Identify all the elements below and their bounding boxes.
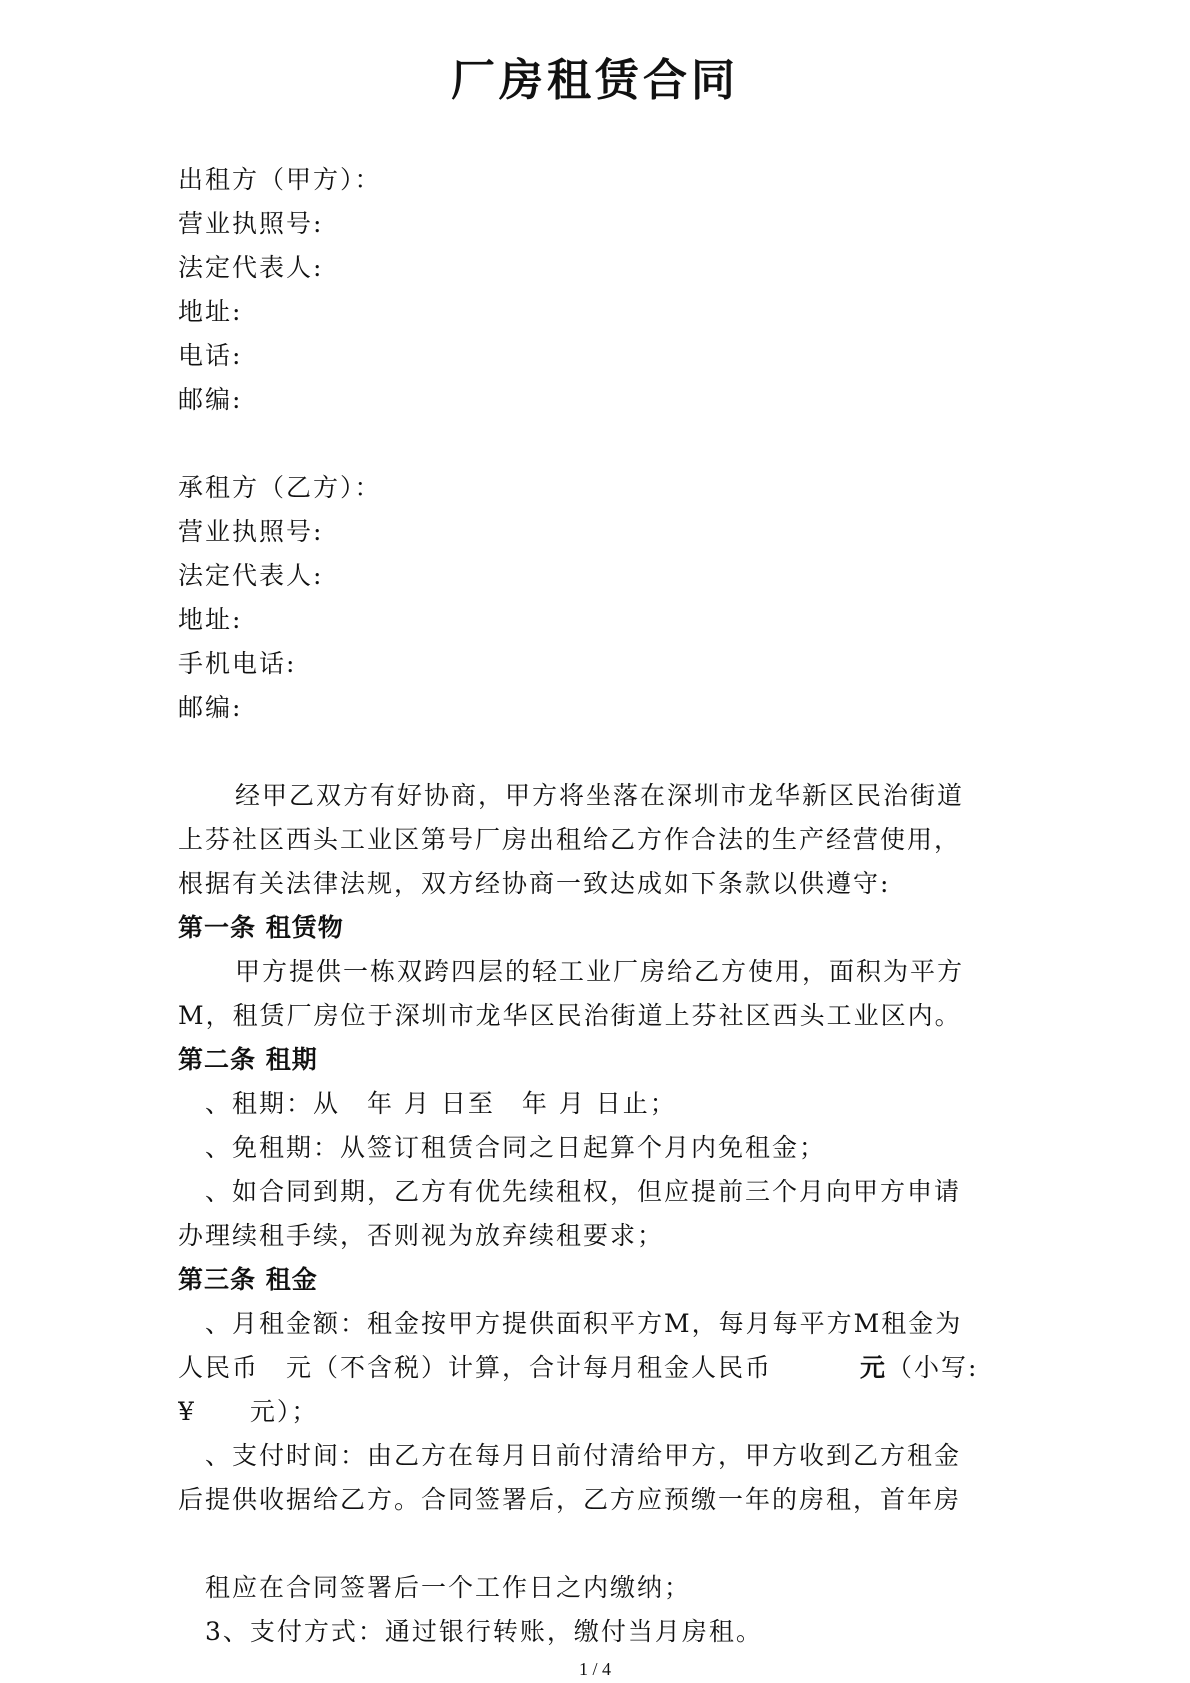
article-1-line-2: M，租赁厂房位于深圳市龙华区民治街道上芬社区西头工业区内。 bbox=[178, 1001, 962, 1030]
article-2-item-3-line-2: 办理续租手续，否则视为放弃续租要求； bbox=[178, 1221, 665, 1250]
lessee-postcode-label: 邮编: bbox=[178, 693, 243, 722]
article-3-item-1-line-1: 、月租金额：租金按甲方提供面积平方M，每月每平方M租金为 bbox=[205, 1309, 963, 1338]
lessor-address-label: 地址: bbox=[178, 297, 243, 326]
rent-text: 人民币 元（不含税）计算，合计每月租金人民币 bbox=[178, 1353, 773, 1382]
article-2-item-3-line-1: 、如合同到期，乙方有优先续租权，但应提前三个月向甲方申请 bbox=[205, 1177, 962, 1206]
page-number: 1 / 4 bbox=[578, 1659, 611, 1679]
intro-line-2: 上芬社区西头工业区第号厂房出租给乙方作合法的生产经营使用， bbox=[178, 825, 962, 854]
article-3-item-1-line-3: ¥ 元）； bbox=[178, 1397, 319, 1426]
lessor-party-label: 出租方（甲方）： bbox=[178, 165, 382, 194]
lessor-legal-rep-label: 法定代表人: bbox=[178, 253, 324, 282]
article-2-item-2: 、免租期：从签订租赁合同之日起算个月内免租金； bbox=[205, 1133, 827, 1162]
article-3-item-2-line-3: 租应在合同签署后一个工作日之内缴纳； bbox=[205, 1573, 692, 1602]
article-2-heading: 第二条 租期 bbox=[178, 1045, 318, 1074]
document-continuation bbox=[205, 1566, 1005, 1654]
article-1-line-1: 甲方提供一栋双跨四层的轻工业厂房给乙方使用，面积为平方 bbox=[235, 957, 965, 986]
intro-line-3: 根据有关法律法规，双方经协商一致达成如下条款以供遵守: bbox=[178, 869, 891, 898]
spacer bbox=[178, 422, 1023, 466]
lowercase-note: （小写: bbox=[887, 1353, 979, 1382]
article-1-heading: 第一条 租赁物 bbox=[178, 913, 344, 942]
article-3-item-2-line-2: 后提供收据给乙方。合同签署后，乙方应预缴一年的房租，首年房 bbox=[178, 1485, 962, 1514]
lessee-mobile-label: 手机电话: bbox=[178, 649, 297, 678]
spacer bbox=[178, 730, 1023, 774]
article-2-item-1: 、租期：从 年 月 日至 年 月 日止； bbox=[205, 1089, 677, 1118]
lessee-party-label: 承租方（乙方）： bbox=[178, 473, 382, 502]
article-3-item-1-line-2 bbox=[178, 1346, 1023, 1390]
article-3-item-3: 3、支付方式：通过银行转账，缴付当月房租。 bbox=[205, 1617, 763, 1646]
intro-line-1: 经甲乙双方有好协商，甲方将坐落在深圳市龙华新区民治街道 bbox=[235, 781, 965, 810]
lessor-license-label: 营业执照号: bbox=[178, 209, 324, 238]
lessor-phone-label: 电话: bbox=[178, 341, 243, 370]
article-3-item-2-line-1: 、支付时间：由乙方在每月日前付清给甲方，甲方收到乙方租金 bbox=[205, 1441, 962, 1470]
document-title: 厂房租赁合同 bbox=[451, 55, 739, 106]
lessor-postcode-label: 邮编: bbox=[178, 385, 243, 414]
article-3-heading: 第三条 租金 bbox=[178, 1265, 318, 1294]
lessee-address-label: 地址: bbox=[178, 605, 243, 634]
lessee-license-label: 营业执照号: bbox=[178, 517, 324, 546]
yuan-bold: 元 bbox=[860, 1353, 888, 1382]
document-body bbox=[178, 158, 1023, 1522]
lessee-legal-rep-label: 法定代表人: bbox=[178, 561, 324, 590]
